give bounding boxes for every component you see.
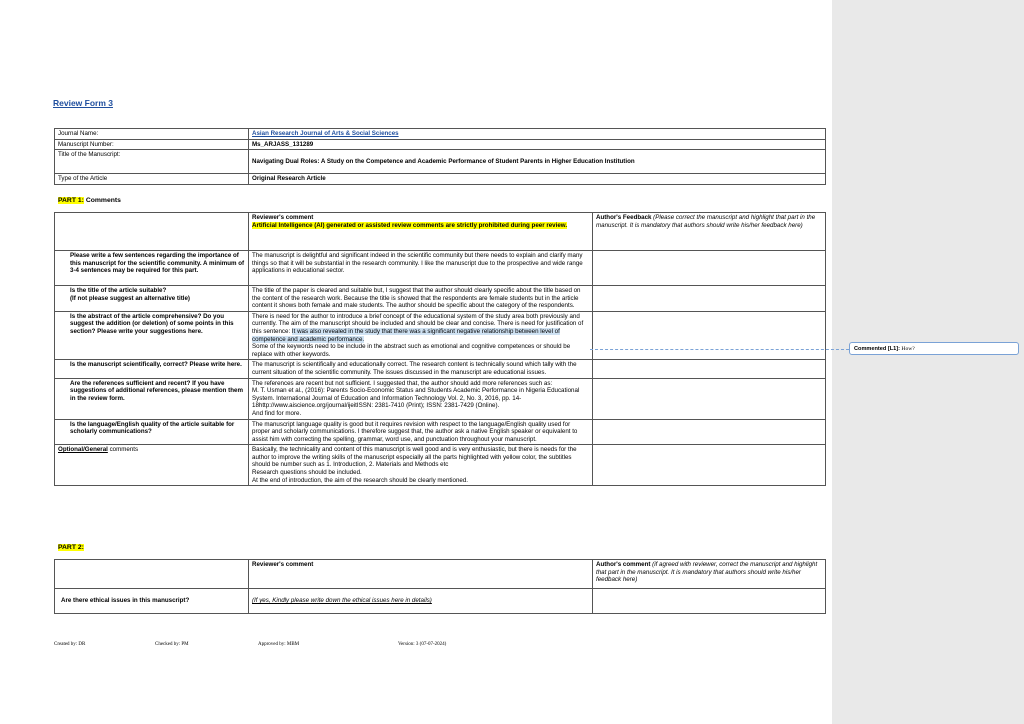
answer-text: Some of the keywords need to be include in the abstract such as emotional and cognitive competences or should be replace with other keywords. <box>252 343 571 358</box>
manuscript-info-table <box>54 128 826 185</box>
author-feedback-cell[interactable] <box>593 378 826 419</box>
comment-balloon[interactable] <box>849 342 1019 355</box>
author-feedback-cell[interactable] <box>593 286 826 312</box>
table-header-row <box>55 560 826 589</box>
optional-label: Optional/General <box>58 446 108 454</box>
comment-label: Commented [L1]: <box>854 346 900 352</box>
manuscript-number: Ms_ARJASS_131289 <box>249 139 826 150</box>
table-row <box>55 129 826 140</box>
author-feedback-cell[interactable] <box>593 360 826 378</box>
table-row <box>55 150 826 174</box>
reviewer-answer: The title of the paper is cleared and suitable but, I suggest that the author should clearly specific about the title based on the content of the research work. Because the title is showed that the respondents are female students but in the article content it shows both female and male students. The author should be specific about the category of the respondents. <box>249 286 593 312</box>
part1-label: PART 1: <box>58 197 84 204</box>
author-feedback-cell[interactable] <box>593 251 826 286</box>
journal-label: Journal Name: <box>55 129 249 140</box>
answer-text: There is need for the author to introduce a brief concept of the educational system of the study area both previously and currently. The aim of the manuscript should be included and should be clear and concise. There is need for justification of this sentence: <box>252 312 584 335</box>
optional-answer: Basically, the technicality and content of this manuscript is well good and is very enthusiastic, but there is needs for the author to improve the writing skills of the manuscript especially all the parts highlighted with yellow color, the subtitles should be number such as 1. Introduction, 2. Materials and Methods etc Research questions should be included. At the end of introduction, the aim of the research should be clearly mentioned. <box>249 445 593 486</box>
comment-connector <box>590 349 849 350</box>
journal-link[interactable]: Asian Research Journal of Arts & Social Sciences <box>252 130 399 137</box>
commented-selection[interactable]: It was also revealed in the study that there was a significant negative relationship between level of competence and academic performance. <box>252 327 560 343</box>
form-title: Review Form 3 <box>53 98 113 108</box>
author-feedback-cell[interactable] <box>593 445 826 486</box>
part2-author-header: Author's comment <box>596 561 651 568</box>
question-cell: Is the title of the article suitable? (If not please suggest an alternative title) <box>55 286 249 312</box>
part2-author-note: (if agreed with reviewer, correct the manuscript and highlight that part in the manuscript. It is mandatory that authors should write his/her feedback here) <box>596 561 818 584</box>
part2-reviewer-header: Reviewer's comment <box>249 560 593 589</box>
table-row <box>55 419 826 445</box>
optional-label-cell <box>55 445 249 486</box>
part1-heading <box>58 197 121 204</box>
part2-table <box>54 559 826 614</box>
table-row <box>55 251 826 286</box>
part2-label: PART 2: <box>58 544 84 551</box>
footer-created: Created by: DR <box>54 642 86 647</box>
part1-suffix: Comments <box>83 197 121 204</box>
table-row <box>55 589 826 614</box>
article-type: Original Research Article <box>249 174 826 185</box>
table-header-row <box>55 213 826 251</box>
question-cell: Please write a few sentences regarding the importance of this manuscript for the scientific community. A minimum of 3-4 sentences may be required for this part. <box>55 251 249 286</box>
footer-checked: Checked by: PM <box>155 642 189 647</box>
table-row <box>55 286 826 312</box>
author-feedback-note: (Please correct the manuscript and highlight that part in the manuscript. It is mandatory that authors should write his/her feedback here) <box>596 214 816 229</box>
ai-warning: Artificial Intelligence (AI) generated or assisted review comments are strictly prohibited during peer review. <box>252 221 568 229</box>
comment-text: How? <box>900 346 915 352</box>
ethics-question: Are there ethical issues in this manuscript? <box>55 589 249 614</box>
table-row <box>55 311 826 360</box>
question-cell: Is the language/English quality of the article suitable for scholarly communications? <box>55 419 249 445</box>
table-row <box>55 378 826 419</box>
reviewer-answer: The references are recent but not sufficient. I suggested that, the author should add more references such as: M. T. Usman et al., (2016): Parents Socio-Economic Status and Students Academic Performance in Nigeria Educational System. International Journal of Education and Information Technology Vol. 2, No. 3, 2016, pp. 14-18http://www.aiscience.org/journal/ijeitISSN: 2381-7410 (Print); ISSN: 2381-7429 (Online). And find for more. <box>249 378 593 419</box>
comment-margin <box>832 0 1024 724</box>
part2-heading <box>58 544 84 551</box>
manuscript-title: Navigating Dual Roles: A Study on the Competence and Academic Performance of Student Parents in Higher Education Institution <box>249 150 826 174</box>
question-cell: Are the references sufficient and recent? If you have suggestions of additional references, please mention them in the review form. <box>55 378 249 419</box>
author-feedback-cell[interactable] <box>593 419 826 445</box>
table-row <box>55 139 826 150</box>
question-cell: Is the manuscript scientifically, correct? Please write here. <box>55 360 249 378</box>
footer-approved: Approved by: MBM <box>258 642 300 647</box>
number-label: Manuscript Number: <box>55 139 249 150</box>
reviewer-answer: The manuscript language quality is good but it requires revision with respect to the language/English quality used for proper and scholarly communications. I therefore suggest that, the author ask a native English speaker or equivalent to assist him with correcting the spelling, grammar, word use, and punctuation throughout your manuscript. <box>249 419 593 445</box>
reviewer-comment-header: Reviewer's comment <box>252 214 314 221</box>
author-comment-cell[interactable] <box>593 589 826 614</box>
question-cell: Is the abstract of the article comprehensive? Do you suggest the addition (or deletion) of some points in this section? Please write your suggestions here. <box>55 311 249 360</box>
type-label: Type of the Article <box>55 174 249 185</box>
reviewer-answer: The manuscript is scientifically and educationally correct. The research content is technically sound which tally with the current situation of the scientific community. The issues discussed in the manuscript are educational issues. <box>249 360 593 378</box>
author-feedback-header: Author's Feedback <box>596 214 652 221</box>
title-label: Title of the Manuscript: <box>55 150 249 174</box>
footer-version: Version: 3 (07-07-2024) <box>398 642 447 647</box>
table-row <box>55 174 826 185</box>
ethics-instruction: (If yes, Kindly please write down the ethical issues here in details) <box>252 597 432 605</box>
optional-suffix: comments <box>107 446 139 454</box>
reviewer-answer: The manuscript is delightful and significant indeed in the scientific community but there needs to explain and clarify many things so that it will be substantial in the research community. I like the manuscript due to the prospective and wide range applications in educational sector. <box>249 251 593 286</box>
reviewer-answer <box>249 311 593 360</box>
table-row <box>55 360 826 378</box>
table-row <box>55 445 826 486</box>
author-feedback-cell[interactable] <box>593 311 826 360</box>
